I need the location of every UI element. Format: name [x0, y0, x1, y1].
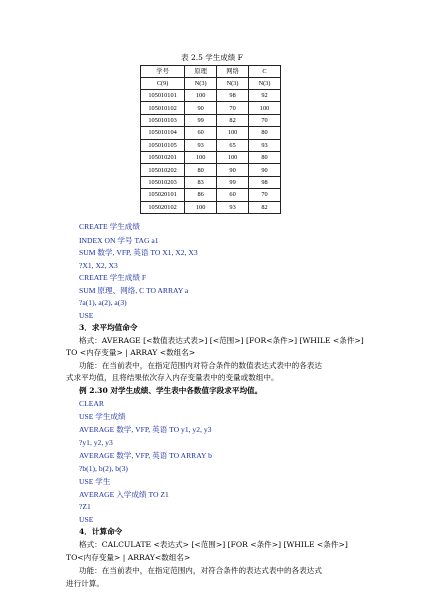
score-cell: 70 [217, 102, 249, 114]
code-line: SUM 原理、网络, C TO ARRAY a [79, 286, 189, 295]
score-cell: 83 [185, 176, 217, 188]
code-line: CLEAR [79, 399, 104, 408]
score-cell: 90 [217, 164, 249, 176]
section-heading: 3．求平均值命令 [79, 323, 138, 332]
score-cell: 82 [217, 114, 249, 126]
score-cell: 92 [249, 90, 281, 102]
table-row [141, 90, 281, 102]
code-line: SUM 数学, VFP, 英语 TO X1, X2, X3 [79, 248, 198, 257]
code-line: ?X1, X2, X3 [79, 261, 118, 270]
score-cell: 93 [249, 139, 281, 151]
score-cell: 60 [185, 127, 217, 139]
paragraph-line: 式求平均值，且将结果依次存入内存变量表中的变量或数组中。 [66, 373, 279, 382]
header-cell: 网络 [217, 66, 249, 78]
score-cell: 60 [217, 189, 249, 201]
table-caption: 表 2.5 学生成绩 F [181, 53, 243, 62]
code-line: INDEX ON 学号 TAG a1 [79, 236, 159, 245]
score-cell: 99 [185, 114, 217, 126]
table-row [141, 127, 281, 139]
code-line: ?a(1), a(2), a(3) [79, 298, 127, 307]
student-id-cell: 105020102 [141, 201, 185, 213]
table-header-row-2 [141, 78, 281, 90]
student-id-cell: 105010202 [141, 164, 185, 176]
code-line: ?Z1 [79, 502, 91, 511]
score-cell: 100 [185, 90, 217, 102]
table-row [141, 201, 281, 213]
score-cell: 86 [185, 189, 217, 201]
table-row [141, 151, 281, 163]
code-line: AVERAGE 数学, VFP, 英语 TO ARRAY b [79, 451, 212, 460]
code-line: USE 学生 [79, 477, 111, 486]
code-line: USE [79, 515, 94, 524]
score-cell: 82 [249, 201, 281, 213]
header-cell: 学号 [141, 66, 185, 78]
score-cell: 100 [217, 127, 249, 139]
paragraph-line: TO <内存变量> | ARRAY <数组名> [66, 348, 196, 357]
grades-table [140, 65, 281, 214]
paragraph-line: 格式：CALCULATE <表达式> [<范围>] [FOR <条件>] [WHILE <条件>] [79, 540, 348, 549]
student-id-cell: 105010104 [141, 127, 185, 139]
score-cell: 100 [185, 201, 217, 213]
score-cell: 80 [185, 164, 217, 176]
paragraph-line: 功能：在当前表中，在指定范围内对符合条件的数值表达式表中的各表达 [79, 361, 322, 370]
code-line: AVERAGE 入学成绩 TO Z1 [79, 490, 169, 499]
table-row [141, 176, 281, 188]
table-row [141, 164, 281, 176]
paragraph-line: TO<内存变量> | ARRAY<数组名> [66, 553, 191, 562]
score-cell: 100 [185, 151, 217, 163]
student-id-cell: 105010201 [141, 151, 185, 163]
score-cell: 70 [249, 114, 281, 126]
section-heading: 4．计算命令 [79, 527, 123, 536]
code-line: CREATE 学生成绩 [79, 222, 140, 231]
example-line: 例 2.30 对学生成绩、学生表中各数值字段求平均值。 [79, 386, 263, 395]
student-id-cell: 105010103 [141, 114, 185, 126]
score-cell: 100 [249, 102, 281, 114]
paragraph-line: 进行计算。 [66, 579, 104, 588]
paragraph-line: 格式：AVERAGE [<数值表达式表>] [<范围>] [FOR<条件>] [WHILE <条件>] [79, 336, 364, 345]
student-id-cell: 105010101 [141, 90, 185, 102]
score-cell: 90 [249, 164, 281, 176]
student-id-cell: 105010203 [141, 176, 185, 188]
score-cell: 80 [249, 127, 281, 139]
code-line: CREATE 学生成绩 F [79, 273, 147, 282]
score-cell: 90 [185, 102, 217, 114]
table-header-row-1 [141, 66, 281, 78]
student-id-cell: 105010105 [141, 139, 185, 151]
score-cell: 98 [217, 90, 249, 102]
header-type-cell: N(3) [185, 78, 217, 90]
header-type-cell: N(3) [249, 78, 281, 90]
table-row [141, 139, 281, 151]
score-cell: 98 [249, 176, 281, 188]
table-row [141, 189, 281, 201]
code-line: ?y1, y2, y3 [79, 438, 113, 447]
student-id-cell: 105010102 [141, 102, 185, 114]
table-row [141, 102, 281, 114]
score-cell: 100 [217, 151, 249, 163]
code-line: ?b(1), b(2), b(3) [79, 464, 128, 473]
header-type-cell: N(3) [217, 78, 249, 90]
header-cell: C [249, 66, 281, 78]
header-cell: 原理 [185, 66, 217, 78]
student-id-cell: 105020101 [141, 189, 185, 201]
code-line: AVERAGE 数学, VFP, 英语 TO y1, y2, y3 [79, 425, 212, 434]
score-cell: 65 [217, 139, 249, 151]
code-line: USE [79, 311, 94, 320]
score-cell: 93 [185, 139, 217, 151]
header-type-cell: C(9) [141, 78, 185, 90]
score-cell: 93 [217, 201, 249, 213]
score-cell: 80 [249, 151, 281, 163]
paragraph-line: 功能：在当前表中，在指定范围内，对符合条件的表达式表中的各表达式 [79, 566, 322, 575]
table-row [141, 114, 281, 126]
score-cell: 70 [249, 189, 281, 201]
code-line: USE 学生成绩 [79, 412, 126, 421]
score-cell: 99 [217, 176, 249, 188]
